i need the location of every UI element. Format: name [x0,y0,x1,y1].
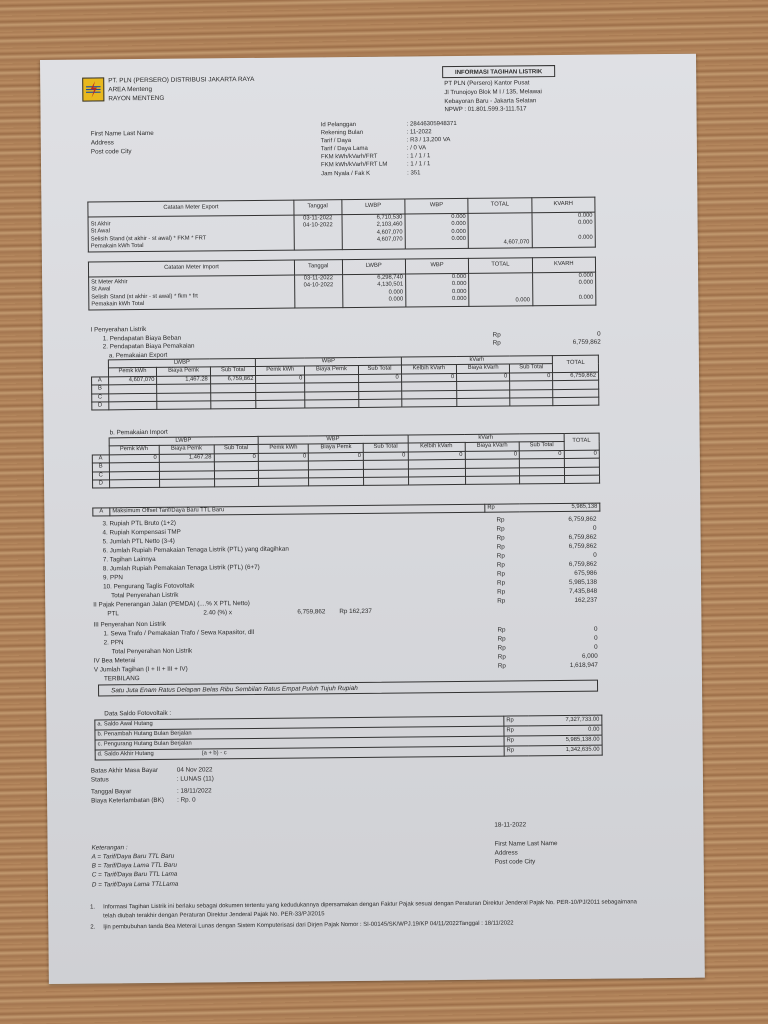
total-value: 4,607,070 [503,239,530,246]
group-header: TOTAL [553,355,599,372]
col-header: Biaya Pemk [159,445,214,454]
pju-section [93,598,393,619]
summary-label: Total Penyerahan Listrik [111,591,179,600]
account-value: : 28446305948371 [406,121,457,128]
wbp-value: 0.000 [451,273,467,281]
line-label: 1. Pendapatan Biaya Beban [102,334,182,342]
customer-address: Address [90,139,114,147]
wbp-value: 0.000 [451,236,467,243]
account-value: : / 0 VA [406,145,427,152]
rp-label: Rp [492,331,501,339]
col-header: Pemk kWh [256,366,305,375]
account-value: : R3 / 13,200 VA [406,137,451,144]
payment-status: : LUNAS (11) [176,774,214,783]
summary-label: 5. Jumlah PTL Netto (3-4) [102,537,175,546]
late-fee: : Rp. 0 [177,796,196,804]
footnote-num: 1. [90,904,96,911]
summary-value: 6,759,862 [568,533,597,541]
row-label: St Awal [91,286,111,293]
rp-label: Rp [496,516,505,524]
info-line: PT PLN (Persero) Kantor Pusat [444,79,530,88]
col-header: Sub Total [519,442,563,451]
keterangan [92,843,179,889]
account-value: : 11-2022 [406,129,432,136]
col-header: Sub Total [214,445,258,454]
section-title: III Penyerahan Non Listrik [93,620,166,629]
row-code: A [92,377,109,386]
cell: 0 [520,450,564,459]
rp-label: Rp [492,339,501,347]
saldo-label: d. Saldo Akhir Hutang [95,749,200,760]
rp-label: Rp [485,504,520,513]
kvarh-value: 0.000 [578,272,594,279]
saldo-value: 7,327,733.00 [528,715,602,726]
line-label: 2. Pendapatan Biaya Pemakaian [102,342,195,351]
group-header: TOTAL [564,433,600,450]
kvarh-value: 0.000 [578,294,594,302]
col-header: Tanggal [294,260,342,275]
col-header: Biaya kVarh [465,442,520,451]
rp-label: Rp [496,570,506,578]
corner-cell [92,438,109,455]
payment-date: : 18/11/2022 [176,787,212,795]
col-header: Kelbih kVarh [401,365,457,374]
summary-label: IV Bea Meterai [93,657,136,665]
wbp-value: 0.000 [452,296,467,303]
group-header: kVarh [408,433,564,443]
cell: 1,467.28 [157,376,210,385]
col-header: LWBP [342,259,406,275]
cell: 0 [358,374,401,383]
info-address [444,79,542,115]
summary-label: V Jumlah Tagihan (I + II + III + IV) [93,665,188,674]
col-header: Tanggal [294,200,342,215]
date-value: 03-11-2022 [303,275,333,282]
col-header: Sub Total [358,365,401,374]
rp-label: Rp [496,552,505,560]
non-listrik-values [497,625,597,671]
pju-base: 6,759,862 [297,608,326,616]
line-value: 0 [597,330,601,338]
cell: 6,759,862 [553,372,599,381]
signature-city: Post code City [494,858,536,866]
rp-label: Rp [504,746,529,756]
meter-total [469,273,533,306]
terbilang-box: Satu Juta Enam Ratus Delapan Belas Ribu Sembilan Ratus Empat Puluh Tujuh Rupiah [98,680,598,697]
meter-lwbp [341,214,405,249]
row-label: St Awal [90,228,110,235]
rp-label: Rp [497,626,506,634]
account-label: Jam Nyala / Fak K [321,170,371,177]
ptl-label: PTL [107,610,119,618]
meter-dates [294,215,342,250]
lwbp-value: 6,710,530 [376,214,403,221]
payment-label: Status [90,775,109,784]
rp-label: Rp [497,662,506,670]
account-value: : 1 / 1 / 1 [406,161,431,168]
col-header: Catatan Meter Export [88,200,294,217]
saldo-table [94,715,602,761]
wbp-value: 0.000 [451,281,467,288]
col-header: KVARH [531,197,595,213]
row-label: St Meter Akhir [91,279,128,286]
col-header: WBP [405,198,469,214]
col-header: Catatan Meter Import [88,260,294,277]
kvarh-value: 0.000 [577,212,593,219]
group-header: LWBP [108,358,256,368]
meter-kvarh [532,272,596,305]
keterangan-item: A = Tarif/Daya Baru TTL Baru [91,852,175,861]
payment-label: Batas Akhir Masa Bayar [90,766,159,775]
rp-label: Rp [504,726,529,736]
col-header: Pemk kWh [258,444,308,453]
col-header: WBP [405,258,469,274]
meter-wbp [405,213,469,248]
date-value: 04-10-2022 [303,282,334,289]
rp-label: Rp [496,543,505,551]
meter-total [468,213,532,248]
row-code: D [92,402,109,411]
saldo-label: c. Pengurang Hutang Bulan Berjalan [95,739,200,750]
row-label: Pemakain kWh Total [90,243,144,250]
row-label: St Akhir [90,221,111,228]
saldo-value: 5,985,138.00 [529,735,603,746]
summary-label: 2. PPN [103,639,124,647]
col-header: Kelbih kVarh [408,443,465,452]
info-npwp: NPWP : 01.801.599.3-111.517 [444,105,527,114]
col-header: Sub Total [510,364,553,373]
kvarh-value: 0.000 [578,234,593,242]
signature-name: First Name Last Name [494,840,558,848]
footnote-text: Ijin pembubuhan tanda Bea Meterai Lunas dengan Sistem Komputerisasi dari Dirjen Pajak Nomor : SI-00145/SK/WPJ.19/KP 04/11/2022Tanggal : 18/11/2022 [103,920,514,931]
keterangan-item: C = Tarif/Daya Baru TTL Lama [91,871,178,879]
keterangan-title: Keterangan : [91,844,128,852]
customer-city: Post code City [90,148,132,156]
saldo-value: 1,342,635.00 [529,745,603,756]
account-label: Tarif / Daya Lama [320,146,368,153]
rp-label: Rp [496,534,505,542]
offset-value: 5,985,138 [519,503,600,512]
wbp-value: 0.000 [451,213,466,221]
rp-label: Rp [497,597,506,605]
rp-label: Rp [497,579,506,587]
pju-value: 162,237 [574,596,598,604]
footnote-num: 2. [90,924,96,931]
summary-value: 675,986 [574,569,597,577]
col-header: Biaya Pemk [309,444,364,453]
signature-date: 18-11-2022 [494,821,527,829]
summary-label: 10. Pengurang Taglis Fotovoltaik [103,582,195,591]
cell: 0 [401,373,457,382]
summary-label: Total Penyerahan Non Listrik [111,647,193,656]
bea-meterai-value: 6,000 [581,652,598,660]
cell: 0 [258,453,308,462]
terbilang-label: TERBILANG [103,675,140,683]
col-header: Sub Total [363,443,407,452]
import-label: b. Pemakaian Import [109,428,168,437]
corner-cell [91,360,108,377]
customer-name: First Name Last Name [90,129,154,138]
account-label: FKM kWh/kVarh/FRT [320,154,378,161]
kvarh-value: 0.000 [578,280,594,287]
saldo-value: 0.00 [528,725,602,736]
saldo-formula: (a + b) - c [200,746,505,759]
info-line: Kebayoran Baru - Jakarta Selatan [444,96,537,105]
account-row [321,169,457,178]
summary-value: 5,985,138 [568,578,598,586]
rp-label: Rp [497,653,506,661]
lwbp-value: 4,607,070 [376,229,403,236]
summary-value: 0 [593,625,598,633]
row-label: Selisih Stand (st akhir - st awal) * fkm * frt [91,293,198,301]
summary-label: 8. Jumlah Rupiah Pemakaian Tenaga Listrik (PTL) (6+7) [102,563,260,573]
payment-deadline: 04 Nov 2022 [176,766,213,774]
kvarh-value: 0.000 [578,220,593,227]
account-label: Id Pelanggan [320,121,357,129]
cell: 0 [309,452,364,461]
cell: 0 [363,452,407,461]
account-value: : 1 / 1 / 1 [406,153,431,160]
meter-kvarh [532,212,596,247]
meter-export-table [87,197,595,252]
cell: 0 [457,373,510,382]
wbp-value: 0.000 [451,228,466,235]
lwbp-value: 4,607,070 [376,236,403,243]
rp-label: Rp [504,736,529,746]
group-header: WBP [256,357,401,367]
cell: 6,759,862 [210,375,256,384]
summary-value: 6,759,862 [568,515,597,523]
col-header: Biaya kVarh [457,364,510,373]
account-label: Tarif / Daya [320,138,352,145]
pln-lightning-logo-icon [82,77,104,101]
rp-label: Rp [497,635,506,643]
wbp-value: 0.000 [451,221,466,228]
pju-label: II Pajak Penerangan Jalan (PEMDA) (....% X PTL Netto) [93,600,250,609]
row-label: Selisih Stand (st akhir - st awal) * FKM * FRT [90,235,207,243]
usage-export-table [91,355,599,411]
lwbp-value: 6,298,740 [377,274,404,281]
cell: 0 [214,453,258,462]
saldo-label: b. Penambah Hutang Bulan Berjalan [95,729,200,740]
rp-label: Rp [496,561,505,569]
meter-import-table [88,257,596,310]
date-value: 04-10-2022 [302,222,333,229]
rp-label: Rp [497,644,506,652]
row-code: C [92,393,109,402]
row-code: A [92,455,109,464]
col-header: TOTAL [469,258,533,274]
lwbp-value: 0.000 [388,289,404,296]
group-header: LWBP [109,436,259,446]
summary-values [496,515,597,606]
meter-labels [89,275,295,310]
summary-value: 0 [594,643,598,651]
cell: 0 [510,372,553,381]
col-header: Pemk kWh [108,368,157,377]
saldo-title: Data Saldo Fotovoltaik : [104,709,172,718]
meter-dates [295,275,343,308]
row-code: C [92,471,109,480]
usage-import-table [92,433,600,489]
cell: 0 [564,450,599,459]
summary-label: 4. Rupiah Kompensasi TMP [102,528,181,537]
col-header: Biaya Pemk [305,366,358,375]
lwbp-value: 0.000 [388,296,404,303]
summary-value: 6,759,862 [568,560,597,568]
section-title: I Penyerahan Listrik [90,325,147,334]
meter-labels [88,215,294,252]
summary-label: 1. Sewa Trafo / Pemakaian Trafo / Sewa Kapasitor, dll [103,628,255,638]
cell: 0 [256,375,305,384]
account-details [321,120,458,178]
keterangan-item: B = Tarif/Daya Lama TTL Baru [91,861,178,870]
company-header [108,76,254,104]
keterangan-item: D = Tarif/Daya Lama TTLLama [91,880,179,889]
export-label: a. Pemakaian Export [108,351,168,359]
offset-label: Maksimum Offset Tarif/Daya Baru TTL Baru [110,504,485,516]
summary-label: 3. Rupiah PTL Bruto (1+2) [102,519,176,528]
summary-value: 0 [594,634,598,642]
summary-value: 0 [593,551,597,559]
account-label: FKM kWh/kVarh/FRT LM [320,162,388,169]
summary-value: 6,759,862 [568,542,597,550]
account-value: : 351 [407,169,421,177]
signature-address: Address [494,849,518,857]
cell: 4,607,070 [108,376,157,385]
footnotes [90,898,650,932]
info-line: Jl Trunojoyo Blok M I / 135, Melawai [444,88,542,96]
col-header: Pemk kWh [109,446,159,455]
saldo-label: a. Saldo Awal Hutang [95,719,200,730]
cell: 0 [465,451,520,460]
group-header: kVarh [401,356,553,366]
meter-lwbp [342,274,406,307]
col-header: KVARH [532,257,596,273]
rp-label: Rp [496,525,505,533]
lwbp-value: 4,130,501 [377,281,404,289]
company-rayon: RAYON MENTENG [108,94,165,103]
row-code: A [93,508,110,517]
line-value: 6,759,862 [572,338,601,346]
col-header: LWBP [341,199,405,215]
non-listrik-section [93,617,494,684]
group-header: WBP [258,435,408,445]
cell: 1,467.28 [159,454,214,463]
footnote-text: Informasi Tagihan Listrik ini berlaku sebagai dokumen tertentu yang kedudukannya dipersamakan dengan Faktur Pajak sesuai dengan Peraturan Direktur Jenderal Pajak No. PER-10/PJ/2011 sebagaimana telah diubah terakhir dengan Peraturan Direktur Jenderal Pajak No. PER-33/PJ/2015 [103,899,637,920]
row-code: B [92,385,109,394]
date-value: 03-11-2022 [303,215,333,222]
rp-label: Rp [497,588,506,596]
summary-label: 7. Tagihan Lainnya [102,555,156,564]
payment-label: Tanggal Bayar [90,788,132,796]
lwbp-value: 2,103,460 [376,221,403,229]
total-value: 0.000 [515,297,530,304]
row-label: Pemakain kWh Total [91,301,145,308]
company-name: PT. PLN (PERSERO) DISTRIBUSI JAKARTA RAYA [108,75,255,85]
payment-info [91,766,214,805]
pju-calc: Rp 162,237 [339,607,372,616]
row-code: B [92,463,109,472]
customer-block [91,129,154,157]
jumlah-tagihan-value: 1,618,947 [569,661,598,669]
company-area: AREA Menteng [108,85,153,94]
row-code: D [93,480,110,489]
rp-label: Rp [504,716,529,726]
signature-block [495,839,558,867]
info-title-box: INFORMASI TAGIHAN LISTRIK [442,65,555,78]
invoice-paper [40,54,705,984]
payment-label: Biaya Keterlambatan (BK) [91,796,164,805]
col-header: Biaya Pemk [157,367,210,376]
summary-value: 0 [592,524,597,532]
col-header: TOTAL [468,198,532,214]
summary-label: 6. Jumlah Rupiah Pemakaian Tenaga Listrik (PTL) yang ditagihkan [102,545,289,555]
meter-wbp [405,273,469,306]
summary-value: 7,435,848 [569,587,598,595]
pju-percent: 2.40 (%) x [203,609,233,617]
summary-label: 9. PPN [102,574,123,582]
col-header: Sub Total [210,367,256,376]
cell: 0 [408,451,465,460]
cell: 0 [109,454,159,463]
account-label: Rekening Bulan [320,129,364,137]
wbp-value: 0.000 [451,288,467,295]
